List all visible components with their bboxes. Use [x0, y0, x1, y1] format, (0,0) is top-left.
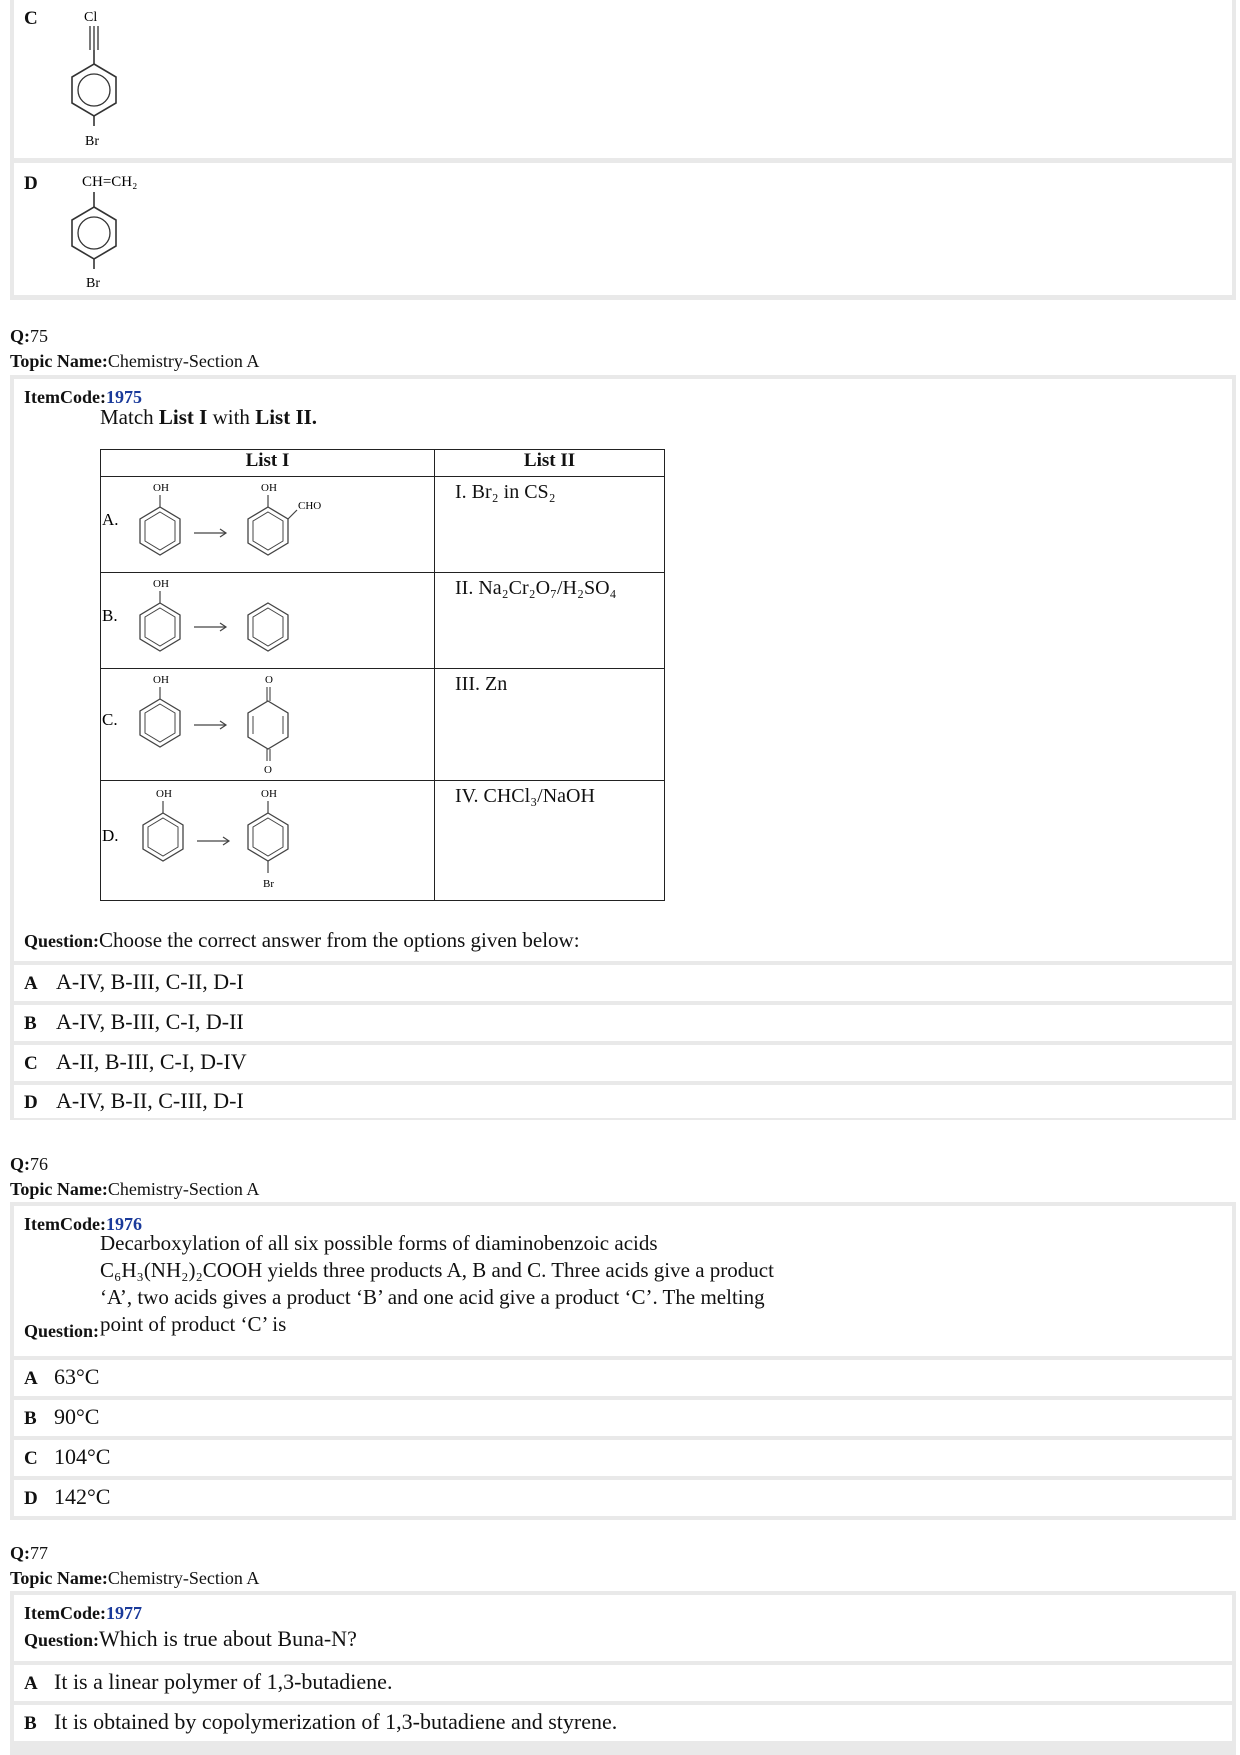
topic-name: Topic Name:Chemistry-Section A — [10, 351, 260, 371]
structure-label-cl: Cl — [84, 10, 98, 25]
phenol-to-bromophenol-structure — [101, 781, 431, 895]
list1-cell-b — [101, 573, 435, 669]
list2-header: List II — [435, 450, 665, 477]
list1-header: List I — [101, 450, 435, 477]
svg-text:OH: OH — [153, 482, 169, 494]
row-letter: A. — [102, 510, 119, 529]
q75-stem: Match List I with List II. — [100, 405, 318, 429]
structure-label-br: Br — [86, 276, 100, 291]
option-letter: C — [24, 1053, 38, 1074]
option-text: A-IV, B-III, C-I, D-II — [56, 1009, 244, 1034]
list2-cell-iii: III. Zn — [435, 669, 665, 781]
row-letter: C. — [102, 710, 118, 729]
prev-question-options-panel — [10, 0, 1236, 300]
svg-text:OH: OH — [153, 578, 169, 590]
item-code: ItemCode:1977 — [24, 1603, 142, 1623]
list1-cell-a — [101, 477, 435, 573]
question-number: Q:77 — [10, 1543, 48, 1563]
list1-cell-d — [101, 781, 435, 901]
option-letter: A — [24, 1673, 38, 1694]
svg-text:CHO: CHO — [298, 500, 322, 512]
topic-name: Topic Name:Chemistry-Section A — [10, 1179, 260, 1199]
option-text: It is obtained by copolymerization of 1,3-butadiene and styrene. — [54, 1709, 618, 1734]
list2-cell-iv: IV. CHCl₃/NaOH — [435, 781, 665, 901]
q76-stem: Decarboxylation of all six possible forms of diaminobenzoic acids C₆H₃(NH₂)₂COOH yields three products A, B and C. Three acids give a product ‘A’, two acids gives a product ‘B’ and one acid give a product ‘C’. The melting point of product ‘C’ is — [100, 1231, 774, 1336]
phenol-to-benzene-structure — [101, 573, 431, 663]
q77-panel — [10, 1591, 1236, 1755]
list2-cell-i: I. Br₂ in CS₂ — [435, 477, 665, 573]
svg-text:OH: OH — [261, 482, 277, 494]
option-text: 104°C — [54, 1444, 111, 1469]
item-code: ItemCode:1975 — [24, 387, 142, 407]
svg-text:O: O — [264, 764, 272, 775]
q75-question: Question:Choose the correct answer from the options given below: — [24, 928, 580, 952]
q75-panel — [10, 375, 1236, 1120]
structure-label-vinyl: CH=CH₂ — [82, 174, 138, 190]
option-letter: D — [24, 1488, 38, 1509]
question-label: Question: — [24, 1321, 100, 1341]
option-row-b[interactable] — [14, 1005, 1232, 1041]
phenol-to-salicylaldehyde-structure — [101, 477, 431, 567]
q75-stem-row — [14, 379, 1232, 961]
option-letter: B — [24, 1013, 37, 1034]
option-text: A-IV, B-II, C-III, D-I — [56, 1088, 244, 1113]
option-text: 142°C — [54, 1484, 111, 1509]
question-number: Q:75 — [10, 326, 48, 346]
option-row-d[interactable] — [14, 1085, 1232, 1118]
option-text: A-II, B-III, C-I, D-IV — [56, 1049, 247, 1074]
option-row-b[interactable] — [14, 1400, 1232, 1436]
option-text: 90°C — [54, 1404, 100, 1429]
option-letter: D — [24, 1092, 38, 1113]
option-letter: A — [24, 973, 38, 994]
option-letter: C — [24, 8, 38, 29]
option-letter: A — [24, 1368, 38, 1389]
q76-stem-row — [14, 1206, 1232, 1356]
option-row-c[interactable] — [14, 1045, 1232, 1081]
question-number: Q:76 — [10, 1154, 48, 1174]
item-code: ItemCode:1976 — [24, 1214, 142, 1234]
option-text: 63°C — [54, 1364, 100, 1389]
svg-text:OH: OH — [261, 788, 277, 800]
q76-panel — [10, 1202, 1236, 1520]
svg-text:OH: OH — [156, 788, 172, 800]
chloroethynyl-bromobenzene-structure — [64, 2, 144, 152]
svg-text:OH: OH — [153, 674, 169, 686]
bromostyrene-structure — [64, 165, 174, 293]
svg-text:Br: Br — [263, 878, 274, 890]
row-letter: D. — [102, 826, 119, 845]
option-letter: B — [24, 1713, 37, 1734]
option-row-d[interactable] — [14, 1480, 1232, 1516]
match-table — [100, 449, 665, 901]
row-letter: B. — [102, 606, 118, 625]
structure-label-br: Br — [85, 134, 99, 149]
option-text: It is a linear polymer of 1,3-butadiene. — [54, 1669, 393, 1694]
q77-stem-row — [14, 1595, 1232, 1661]
option-row-c[interactable] — [14, 0, 1232, 158]
list1-cell-c — [101, 669, 435, 781]
option-letter: B — [24, 1408, 37, 1429]
option-row-a[interactable] — [14, 1665, 1232, 1701]
option-text: A-IV, B-III, C-II, D-I — [56, 969, 244, 994]
option-row-a[interactable] — [14, 1360, 1232, 1396]
option-row-c[interactable] — [14, 1440, 1232, 1476]
q77-question: Question:Which is true about Buna-N? — [24, 1626, 357, 1651]
list2-cell-ii: II. Na₂Cr₂O₇/H₂SO₄ — [435, 573, 665, 669]
svg-text:O: O — [265, 674, 273, 686]
option-row-a[interactable] — [14, 965, 1232, 1001]
option-letter: C — [24, 1448, 38, 1469]
option-letter: D — [24, 173, 38, 194]
phenol-to-benzoquinone-structure — [101, 669, 431, 775]
option-row-b[interactable] — [14, 1705, 1232, 1741]
option-row-d[interactable] — [14, 163, 1232, 295]
topic-name: Topic Name:Chemistry-Section A — [10, 1568, 260, 1588]
